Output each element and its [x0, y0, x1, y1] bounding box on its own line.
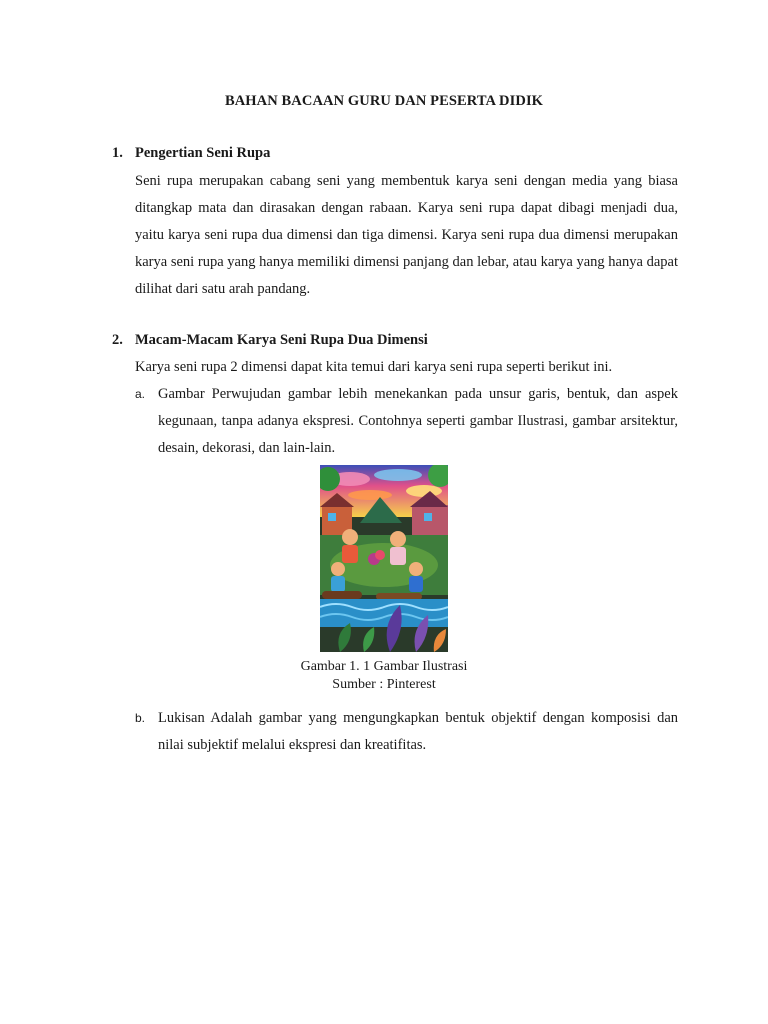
section-heading: [112, 145, 678, 165]
illustration-image: [320, 465, 448, 652]
section-paragraph: Karya seni rupa 2 dimensi dapat kita temui dari karya seni rupa seperti berikut ini.: [135, 359, 613, 375]
list-item-letter: a.: [135, 387, 146, 401]
list-item-text: Gambar Perwujudan gambar lebih menekankan pada unsur garis, bentuk, dan aspek kegunaan, tanpa adanya ekspresi. Contohnya seperti gambar Ilustrasi, gambar arsitektur, desain, dekorasi, dan lain-lain.: [158, 386, 678, 456]
section-macam: [112, 332, 678, 462]
section-heading: [112, 332, 678, 352]
section-title: Macam-Macam Karya Seni Rupa Dua Dimensi: [135, 332, 428, 348]
section-macam-continued: [112, 705, 678, 759]
document-title: BAHAN BACAAN GURU DAN PESERTA DIDIK: [224, 93, 544, 109]
section-number: 2.: [112, 332, 123, 348]
section-pengertian: [112, 145, 678, 303]
section-paragraph: Seni rupa merupakan cabang seni yang membentuk karya seni dengan media yang biasa ditangkap mata dan dirasakan dengan rabaan. Karya seni rupa dapat dibagi menjadi dua, yaitu karya seni rupa dua dimensi dan tiga dimensi. Karya seni rupa dua dimensi merupakan karya seni rupa yang hanya memiliki dimensi panjang dan lebar, atau karya yang hanya dapat dilihat dari satu arah pandang.: [135, 173, 678, 297]
list-item-a: [135, 381, 678, 462]
list-item-text: Lukisan Adalah gambar yang mengungkapkan bentuk objektif dengan komposisi dan nilai subjektif melalui ekspresi dan kreatifitas.: [158, 710, 678, 753]
figure-caption: Gambar 1. 1 Gambar Ilustrasi: [300, 659, 468, 674]
list-item-letter: b.: [135, 711, 146, 725]
figure-source: Sumber : Pinterest: [332, 677, 436, 692]
list-item-b: [135, 705, 678, 759]
section-title: Pengertian Seni Rupa: [135, 145, 271, 161]
section-number: 1.: [112, 145, 123, 161]
